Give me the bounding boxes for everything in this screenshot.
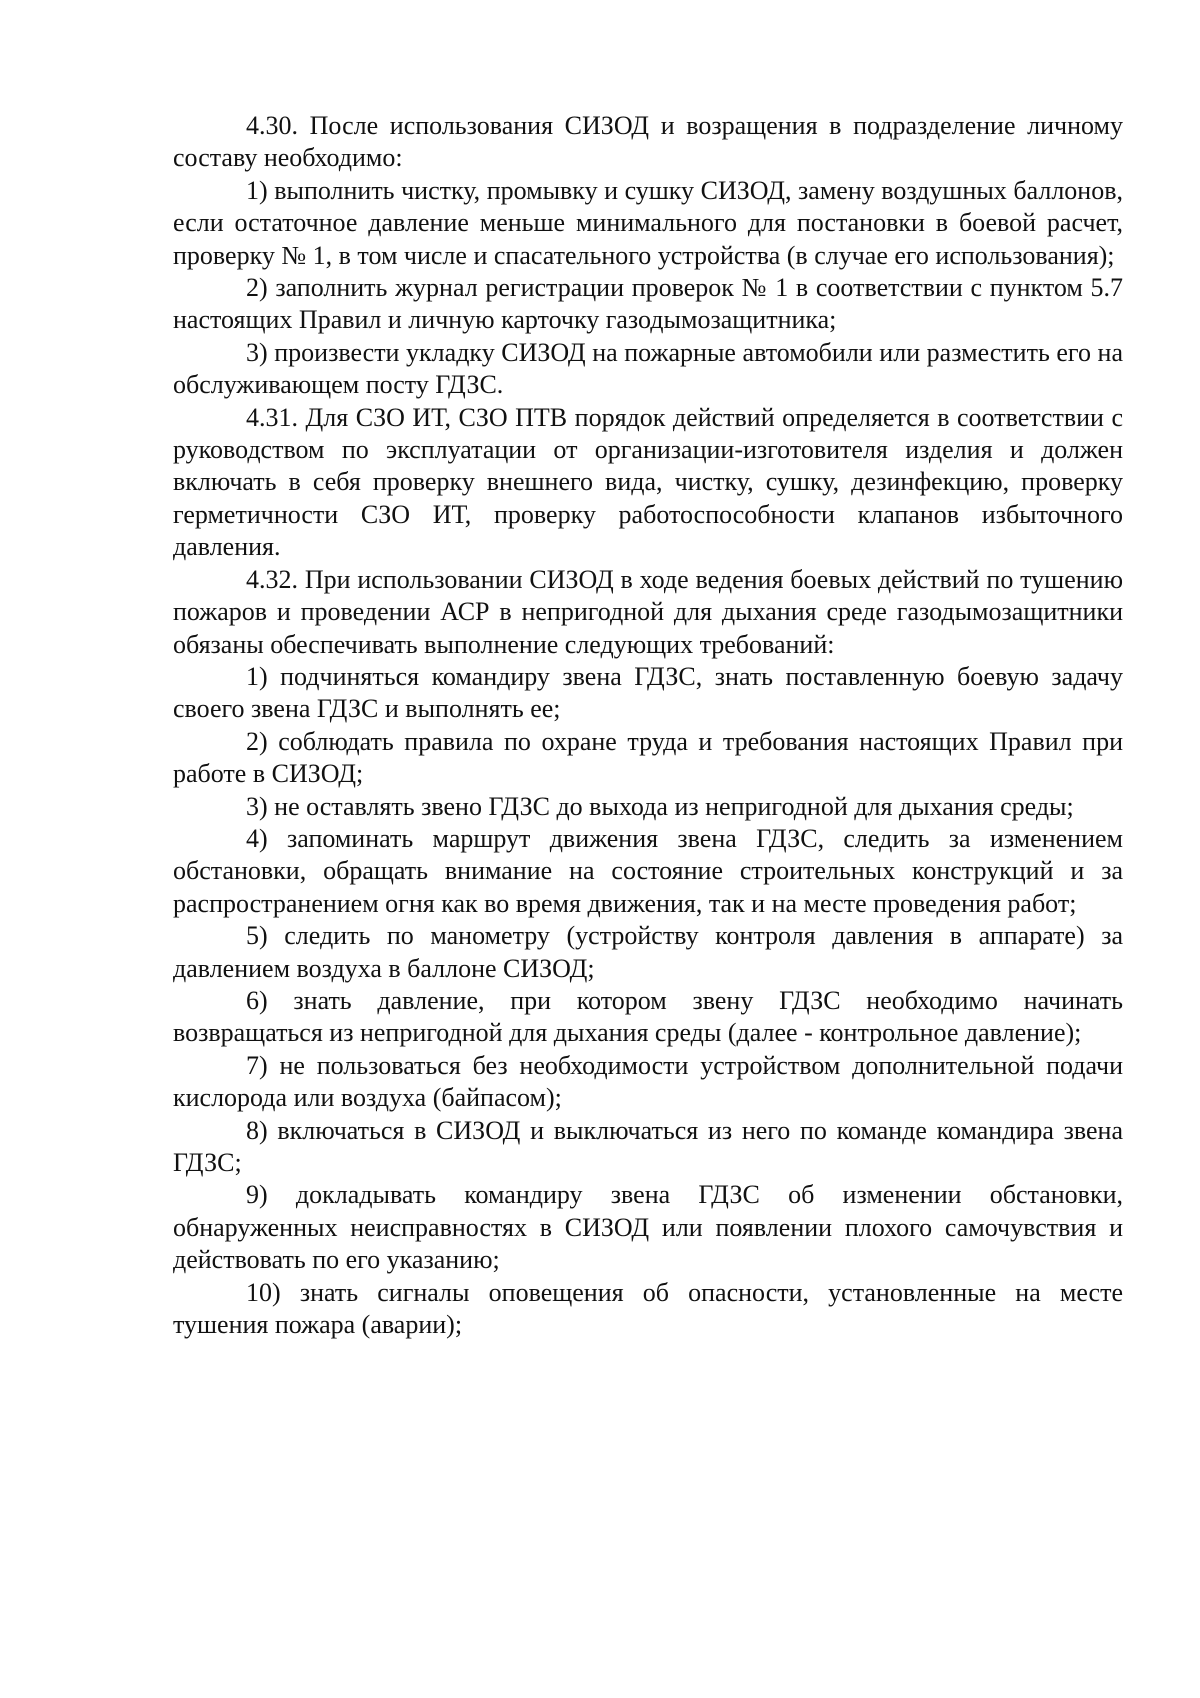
- paragraph-4-30: 4.30. После использования СИЗОД и возращения в подразделение личному составу необходимо:: [173, 111, 1123, 173]
- list-item-4-32-4: 4) запоминать маршрут движения звена ГДЗС, следить за изменением обстановки, обращать внимание на состояние строительных конструкций и за распространением огня как во время движения, так и на месте проведения работ;: [173, 823, 1123, 918]
- list-item-4-32-9: 9) докладывать командиру звена ГДЗС об изменении обстановки, обнаруженных неисправностях в СИЗОД или появлении плохого самочувствия и действовать по его указанию;: [173, 1180, 1123, 1275]
- list-item-4-32-10: 10) знать сигналы оповещения об опасности, установленные на месте тушения пожара (аварии);: [173, 1277, 1123, 1340]
- list-item-4-30-2: 2) заполнить журнал регистрации проверок № 1 в соответствии с пунктом 5.7 настоящих Правил и личную карточку газодымозащитника;: [173, 273, 1123, 335]
- list-item-4-32-7: 7) не пользоваться без необходимости устройством дополнительной подачи кислорода или воздуха (байпасом);: [173, 1050, 1123, 1113]
- list-item-4-30-3: 3) произвести укладку СИЗОД на пожарные автомобили или разместить его на обслуживающем посту ГДЗС.: [173, 337, 1123, 400]
- list-item-4-30-1: 1) выполнить чистку, промывку и сушку СИЗОД, замену воздушных баллонов, если остаточное давление меньше минимального для постановки в боевой расчет, проверку № 1, в том числе и спасательного устройства (в случае его использования);: [173, 175, 1123, 270]
- list-item-4-32-3: 3) не оставлять звено ГДЗС до выхода из непригодной для дыхания среды;: [246, 791, 1074, 821]
- document-page: [173, 110, 1123, 1341]
- list-item-4-32-8: 8) включаться в СИЗОД и выключаться из него по команде командира звена ГДЗС;: [173, 1115, 1123, 1177]
- paragraph-4-32: 4.32. При использовании СИЗОД в ходе ведения боевых действий по тушению пожаров и проведении АСР в непригодной для дыхания среде газодымозащитники обязаны обеспечивать выполнение следующих требований:: [173, 564, 1123, 659]
- list-item-4-32-6: 6) знать давление, при котором звену ГДЗС необходимо начинать возвращаться из непригодной для дыхания среды (далее - контрольное давление);: [173, 985, 1123, 1048]
- paragraph-4-31: 4.31. Для СЗО ИТ, СЗО ПТВ порядок действий определяется в соответствии с руководством по эксплуатации от организации-изготовителя изделия и должен включать в себя проверку внешнего вида, чистку, сушку, дезинфекцию, проверку герметичности СЗО ИТ, проверку работоспособности клапанов избыточного давления.: [173, 402, 1123, 562]
- list-item-4-32-2: 2) соблюдать правила по охране труда и требования настоящих Правил при работе в СИЗОД;: [173, 726, 1123, 789]
- list-item-4-32-5: 5) следить по манометру (устройству контроля давления в аппарате) за давлением воздуха в баллоне СИЗОД;: [173, 921, 1123, 983]
- list-item-4-32-1: 1) подчиняться командиру звена ГДЗС, знать поставленную боевую задачу своего звена ГДЗС и выполнять ее;: [173, 661, 1123, 724]
